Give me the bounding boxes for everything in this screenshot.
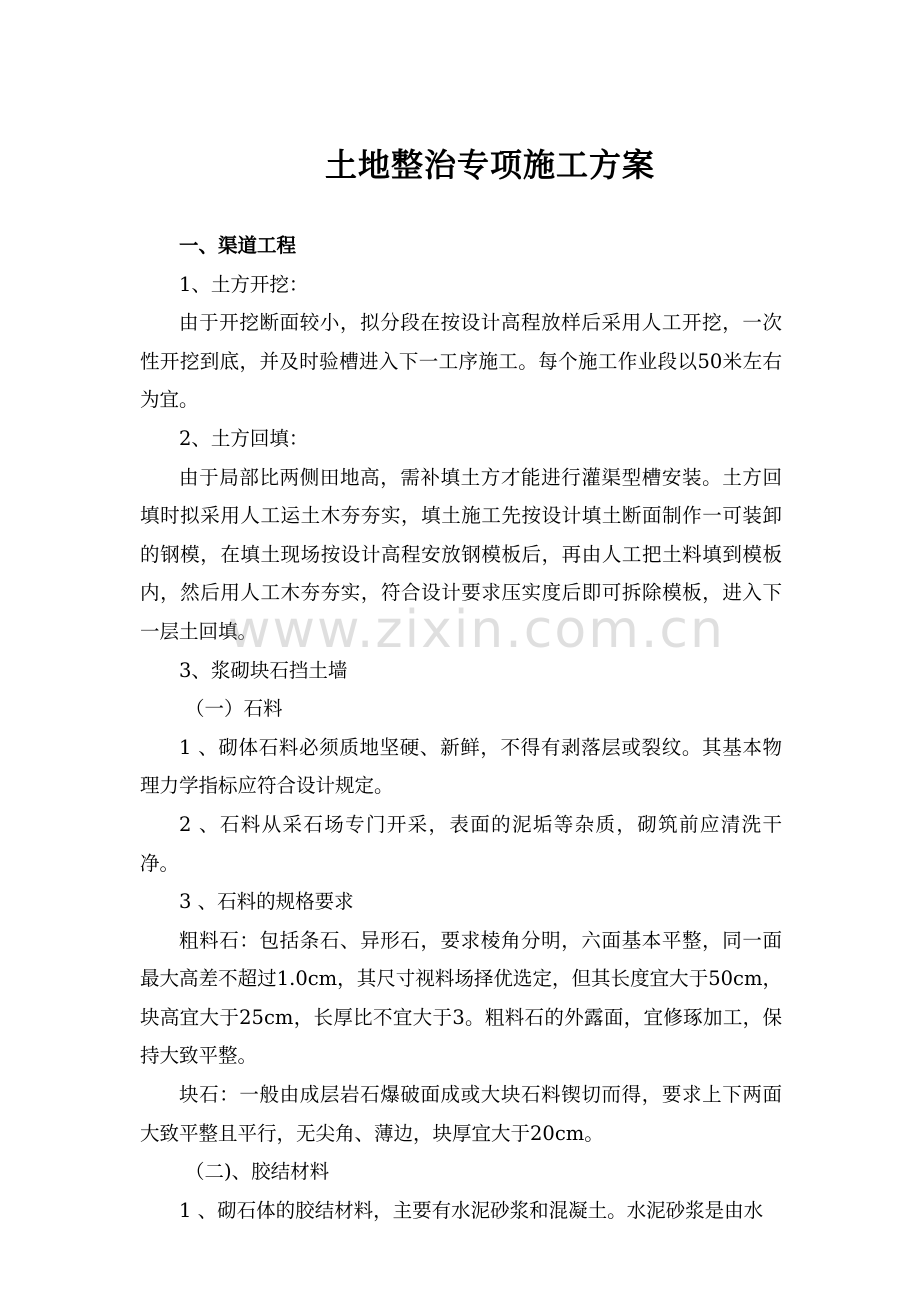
section-heading: 一、渠道工程 [179, 234, 297, 257]
document-title: 土地整治专项施工方案 [324, 146, 655, 184]
paragraph: 1 、砌体石料必须质地坚硬、新鲜，不得有剥落层或裂纹。其基本物理力学指标应符合设计规定。 [140, 735, 782, 798]
document-body [140, 227, 782, 1230]
paragraph: 块石：一般由成层岩石爆破面成或大块石料锲切而得，要求上下两面大致平整且平行，无尖角、薄边，块厚宜大于20cm。 [140, 1083, 782, 1145]
watermark: www.zixin.com.cn [228, 600, 725, 660]
paragraph: 由于开挖断面较小，拟分段在按设计高程放样后采用人工开挖，一次性开挖到底，并及时验槽进入下一工序施工。每个施工作业段以50米左右为宜。 [140, 311, 782, 412]
paragraph: 由于局部比两侧田地高，需补填土方才能进行灌渠型槽安装。土方回填时拟采用人工运土木夯夯实，填土施工先按设计填土断面制作一可装卸的钢模，在填土现场按设计高程安放钢模板后，再由人工把土料填到模板内，然后用人工木夯夯实，符合设计要求压实度后即可拆除模板，进入下一层土回填。 [140, 465, 782, 643]
subsection-heading: （二)、胶结材料 [185, 1160, 330, 1184]
subsection-heading: 1、土方开挖： [179, 272, 309, 296]
subsection-heading: 3、浆砌块石挡土墙 [179, 658, 348, 682]
subsection-heading: 3 、石料的规格要求 [179, 890, 354, 914]
subsection-heading: （一）石料 [185, 697, 283, 721]
paragraph: 1 、砌石体的胶结材料，主要有水泥砂浆和混凝土。水泥砂浆是由水 [179, 1198, 764, 1222]
subsection-heading: 2、土方回填： [179, 426, 309, 450]
paragraph: 粗料石：包括条石、异形石，要求棱角分明，六面基本平整，同一面最大高差不超过1.0cm，其尺寸视料场择优选定，但其长度宜大于50cm，块高宜大于25cm，长厚比不宜大于3。粗料石的外露面，宜修琢加工，保持大致平整。 [140, 928, 782, 1068]
paragraph: 2 、石料从采石场专门开采，表面的泥垢等杂质，砌筑前应清洗干净。 [140, 812, 782, 875]
